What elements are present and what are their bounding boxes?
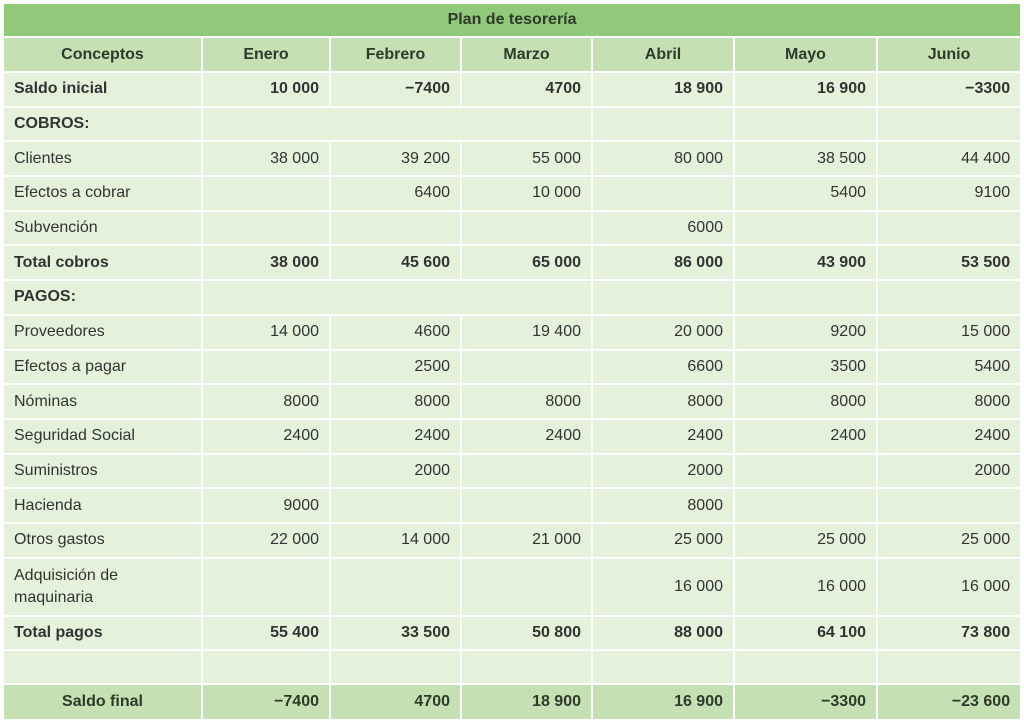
- row-label: [4, 651, 203, 685]
- row-saldo-final: [4, 685, 1020, 721]
- cell-value: [203, 177, 331, 212]
- row-spacer: [4, 651, 1020, 685]
- cell-value: [462, 559, 593, 617]
- cell-value: −23 600: [878, 685, 1020, 721]
- cell-value: [735, 455, 878, 490]
- cell-value: 4700: [462, 73, 593, 108]
- cell-value: 9200: [735, 316, 878, 351]
- cell-value: 2400: [735, 420, 878, 455]
- row-efectos-a-cobrar: [4, 177, 1020, 212]
- cell-value: 55 400: [203, 617, 331, 652]
- cell-value: 6400: [331, 177, 462, 212]
- row-label: PAGOS:: [4, 281, 203, 316]
- cell-value: 3500: [735, 351, 878, 386]
- cell-empty: [203, 651, 331, 685]
- row-seguridad-social: [4, 420, 1020, 455]
- cell-value: 65 000: [462, 246, 593, 281]
- cell-value: 88 000: [593, 617, 735, 652]
- cell-value: 16 000: [735, 559, 878, 617]
- cell-empty: [878, 281, 1020, 316]
- cell-value: 8000: [593, 489, 735, 524]
- row-proveedores: [4, 316, 1020, 351]
- column-header-abril: Abril: [593, 38, 735, 73]
- row-subvencion: [4, 212, 1020, 247]
- column-header-junio: Junio: [878, 38, 1020, 73]
- cell-value: 14 000: [331, 524, 462, 559]
- cell-value: 16 900: [735, 73, 878, 108]
- cell-value: 16 000: [878, 559, 1020, 617]
- cell-value: 38 500: [735, 142, 878, 177]
- cell-empty: [331, 651, 462, 685]
- cell-value: 10 000: [203, 73, 331, 108]
- cell-value: 5400: [735, 177, 878, 212]
- row-label: Subvención: [4, 212, 203, 247]
- cell-value: 2400: [878, 420, 1020, 455]
- column-header-conceptos: Conceptos: [4, 38, 203, 73]
- row-label: Total cobros: [4, 246, 203, 281]
- cell-empty: [735, 281, 878, 316]
- column-header-enero: Enero: [203, 38, 331, 73]
- cell-value: 25 000: [735, 524, 878, 559]
- cell-value: 33 500: [331, 617, 462, 652]
- row-label: Nóminas: [4, 385, 203, 420]
- cell-value: 20 000: [593, 316, 735, 351]
- cell-value: 2500: [331, 351, 462, 386]
- cell-value: [593, 177, 735, 212]
- cell-value: 21 000: [462, 524, 593, 559]
- cell-value: [203, 212, 331, 247]
- cell-value: [462, 212, 593, 247]
- cell-value: 86 000: [593, 246, 735, 281]
- cell-value: 15 000: [878, 316, 1020, 351]
- row-label: Seguridad Social: [4, 420, 203, 455]
- row-total-cobros: [4, 246, 1020, 281]
- cell-empty: [203, 281, 593, 316]
- cell-value: [735, 212, 878, 247]
- row-label: COBROS:: [4, 108, 203, 143]
- treasury-plan-table: [4, 4, 1020, 721]
- row-efectos-a-pagar: [4, 351, 1020, 386]
- cell-value: 25 000: [878, 524, 1020, 559]
- cell-value: 8000: [462, 385, 593, 420]
- cell-value: [203, 559, 331, 617]
- row-clientes: [4, 142, 1020, 177]
- row-hacienda: [4, 489, 1020, 524]
- cell-value: 14 000: [203, 316, 331, 351]
- cell-value: [878, 212, 1020, 247]
- row-label: Otros gastos: [4, 524, 203, 559]
- cell-value: 64 100: [735, 617, 878, 652]
- column-header-marzo: Marzo: [462, 38, 593, 73]
- cell-empty: [593, 108, 735, 143]
- cell-value: 8000: [878, 385, 1020, 420]
- row-label: Efectos a pagar: [4, 351, 203, 386]
- row-label: Saldo inicial: [4, 73, 203, 108]
- row-pagos-heading: [4, 281, 1020, 316]
- cell-value: 8000: [331, 385, 462, 420]
- row-label: Saldo final: [4, 685, 203, 721]
- cell-empty: [878, 108, 1020, 143]
- row-saldo-inicial: [4, 73, 1020, 108]
- row-suministros: [4, 455, 1020, 490]
- cell-value: 18 900: [593, 73, 735, 108]
- table-title: Plan de tesorería: [4, 4, 1020, 38]
- row-label: Suministros: [4, 455, 203, 490]
- cell-value: [462, 489, 593, 524]
- cell-value: 73 800: [878, 617, 1020, 652]
- cell-value: 2400: [593, 420, 735, 455]
- column-header-mayo: Mayo: [735, 38, 878, 73]
- cell-value: 18 900: [462, 685, 593, 721]
- cell-value: [331, 212, 462, 247]
- cell-value: 53 500: [878, 246, 1020, 281]
- cell-value: [462, 351, 593, 386]
- cell-value: 44 400: [878, 142, 1020, 177]
- cell-value: [331, 489, 462, 524]
- cell-value: [203, 351, 331, 386]
- cell-value: 2000: [593, 455, 735, 490]
- row-label: Proveedores: [4, 316, 203, 351]
- row-adquisicion-maquinaria: [4, 559, 1020, 617]
- cell-value: [331, 559, 462, 617]
- row-cobros-heading: [4, 108, 1020, 143]
- cell-value: 2400: [331, 420, 462, 455]
- cell-value: [203, 455, 331, 490]
- column-header-febrero: Febrero: [331, 38, 462, 73]
- cell-value: [735, 489, 878, 524]
- column-header-row: [4, 38, 1020, 73]
- cell-value: 25 000: [593, 524, 735, 559]
- cell-empty: [735, 108, 878, 143]
- cell-value: 22 000: [203, 524, 331, 559]
- row-total-pagos: [4, 617, 1020, 652]
- row-nominas: [4, 385, 1020, 420]
- cell-value: 55 000: [462, 142, 593, 177]
- cell-value: 10 000: [462, 177, 593, 212]
- cell-value: 43 900: [735, 246, 878, 281]
- cell-value: 4700: [331, 685, 462, 721]
- cell-empty: [462, 651, 593, 685]
- cell-value: 80 000: [593, 142, 735, 177]
- cell-value: 4600: [331, 316, 462, 351]
- cell-value: [462, 455, 593, 490]
- cell-value: 8000: [735, 385, 878, 420]
- treasury-plan-table-container: [4, 4, 1020, 721]
- cell-value: 2400: [203, 420, 331, 455]
- row-label: Total pagos: [4, 617, 203, 652]
- cell-value: 16 900: [593, 685, 735, 721]
- cell-value: 16 000: [593, 559, 735, 617]
- cell-value: −3300: [735, 685, 878, 721]
- cell-value: 50 800: [462, 617, 593, 652]
- cell-value: −7400: [331, 73, 462, 108]
- cell-value: 6600: [593, 351, 735, 386]
- cell-value: 8000: [203, 385, 331, 420]
- row-otros-gastos: [4, 524, 1020, 559]
- cell-empty: [203, 108, 593, 143]
- cell-value: 2000: [878, 455, 1020, 490]
- cell-value: 8000: [593, 385, 735, 420]
- cell-value: −3300: [878, 73, 1020, 108]
- cell-value: 9100: [878, 177, 1020, 212]
- cell-value: 5400: [878, 351, 1020, 386]
- cell-value: 9000: [203, 489, 331, 524]
- cell-value: [878, 489, 1020, 524]
- table-title-row: [4, 4, 1020, 38]
- cell-empty: [878, 651, 1020, 685]
- cell-value: 38 000: [203, 246, 331, 281]
- cell-empty: [593, 281, 735, 316]
- cell-value: 45 600: [331, 246, 462, 281]
- cell-value: 2400: [462, 420, 593, 455]
- row-label: Adquisición de maquinaria: [4, 559, 203, 617]
- row-label: Hacienda: [4, 489, 203, 524]
- cell-empty: [593, 651, 735, 685]
- row-label: Efectos a cobrar: [4, 177, 203, 212]
- cell-value: 6000: [593, 212, 735, 247]
- cell-value: 39 200: [331, 142, 462, 177]
- row-label: Clientes: [4, 142, 203, 177]
- cell-value: 2000: [331, 455, 462, 490]
- cell-empty: [735, 651, 878, 685]
- cell-value: 19 400: [462, 316, 593, 351]
- cell-value: −7400: [203, 685, 331, 721]
- cell-value: 38 000: [203, 142, 331, 177]
